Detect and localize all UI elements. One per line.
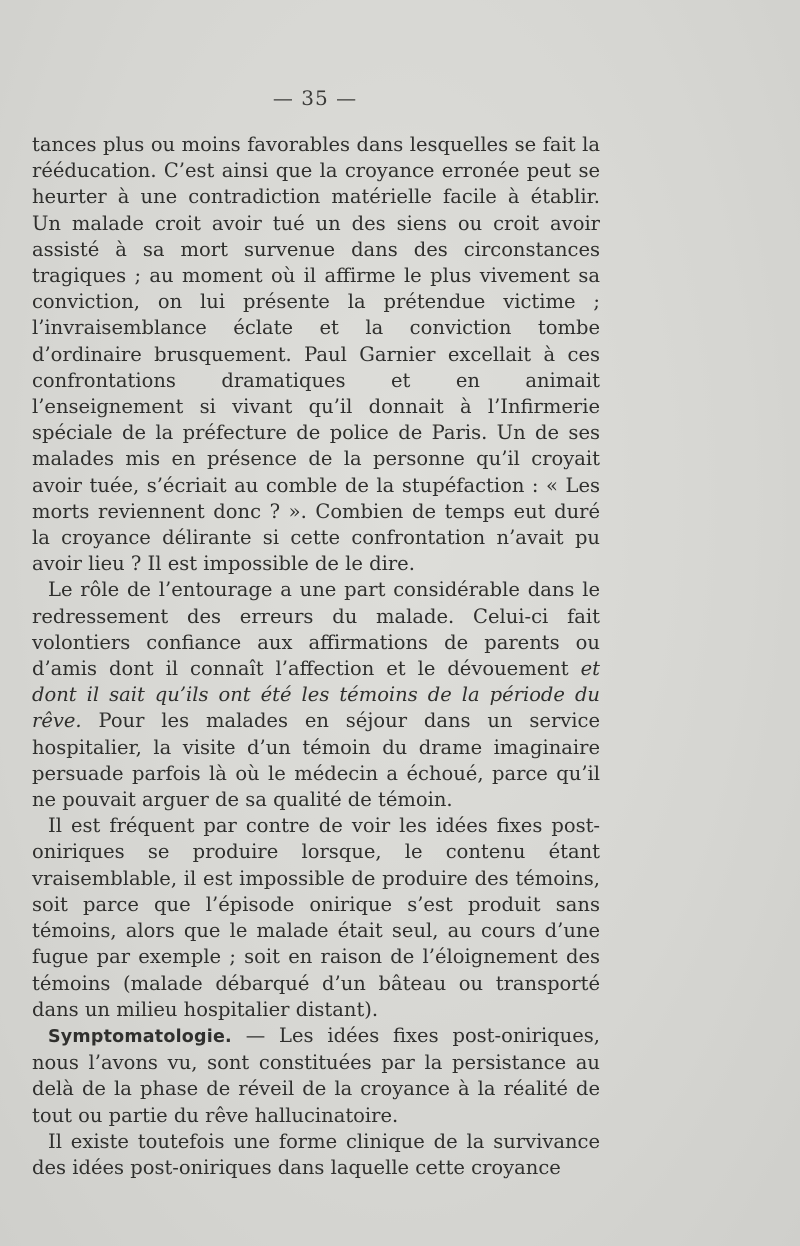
paragraph-symptomatologie-text: — Les idées fixes post-oniriques, nous l’avons vu, sont constituées par la persistance au delà de la phase de réveil de la croyance à la réalité de tout ou partie du rêve hallucinatoire.	[32, 1023, 600, 1127]
paragraph-entourage-italic: et dont il sait qu’ils ont été les témoins de la période du rêve.	[32, 657, 600, 733]
paragraph-entourage-text-start: Le rôle de l’entourage a une part considérable dans le redressement des erreurs du malade. Celui-ci fait volontiers confiance aux affirmations de parents ou d’amis dont il connaît l’affection et le dévouement	[32, 578, 600, 681]
section-heading-symptomatologie: Symptomatologie.	[48, 1026, 232, 1047]
paragraph-continuation: tances plus ou moins favorables dans lesquelles se fait la rééducation. C’est ainsi que la croyance erronée peut se heurter à une contradiction matérielle facile à établir. Un malade croit avoir tué un des siens ou croit avoir assisté à sa mort survenue dans des circonstances tragiques ; au moment où il affirme le plus vivement sa conviction, on lui présente la prétendue victime ; l’invraisemblance éclate et la conviction tombe d’ordinaire brusquement. Paul Garnier excellait à ces confrontations dramatiques et en animait l’enseignement si vivant qu’il donnait à l’Infirmerie spéciale de la préfecture de police de Paris. Un de ses malades mis en présence de la personne qu’il croyait avoir tuée, s’écriait au comble de la stupéfaction : « Les morts reviennent donc ? ». Combien de temps eut duré la croyance délirante si cette confrontation n’avait pu avoir lieu ? Il est impossible de le dire.	[32, 133, 600, 576]
paragraph-post-oniriques: Il est fréquent par contre de voir les idées fixes post-oniriques se produire lorsque, le contenu étant vraisemblable, il est impossible de produire des témoins, soit parce que l’épisode onirique s’est produit sans témoins, alors que le malade était seul, au cours d’une fugue par exemple ; soit en raison de l’éloignement des témoins (malade débarqué d’un bâteau ou transporté dans un milieu hospitalier distant).	[32, 814, 600, 1021]
paragraph-forme-clinique: Il existe toutefois une forme clinique de la survivance des idées post-oniriques dans laquelle cette croyance	[32, 1129, 600, 1179]
body-text	[32, 132, 600, 1181]
page-number: — 35 —	[272, 86, 358, 110]
paragraph-symptomatologie	[32, 1023, 600, 1129]
paragraph-entourage	[32, 577, 600, 813]
paragraph-entourage-text-end: Pour les malades en séjour dans un service hospitalier, la visite d’un témoin du drame imaginaire persuade parfois là où le médecin a échoué, parce qu’il ne pouvait arguer de sa qualité de témoin.	[32, 709, 600, 812]
